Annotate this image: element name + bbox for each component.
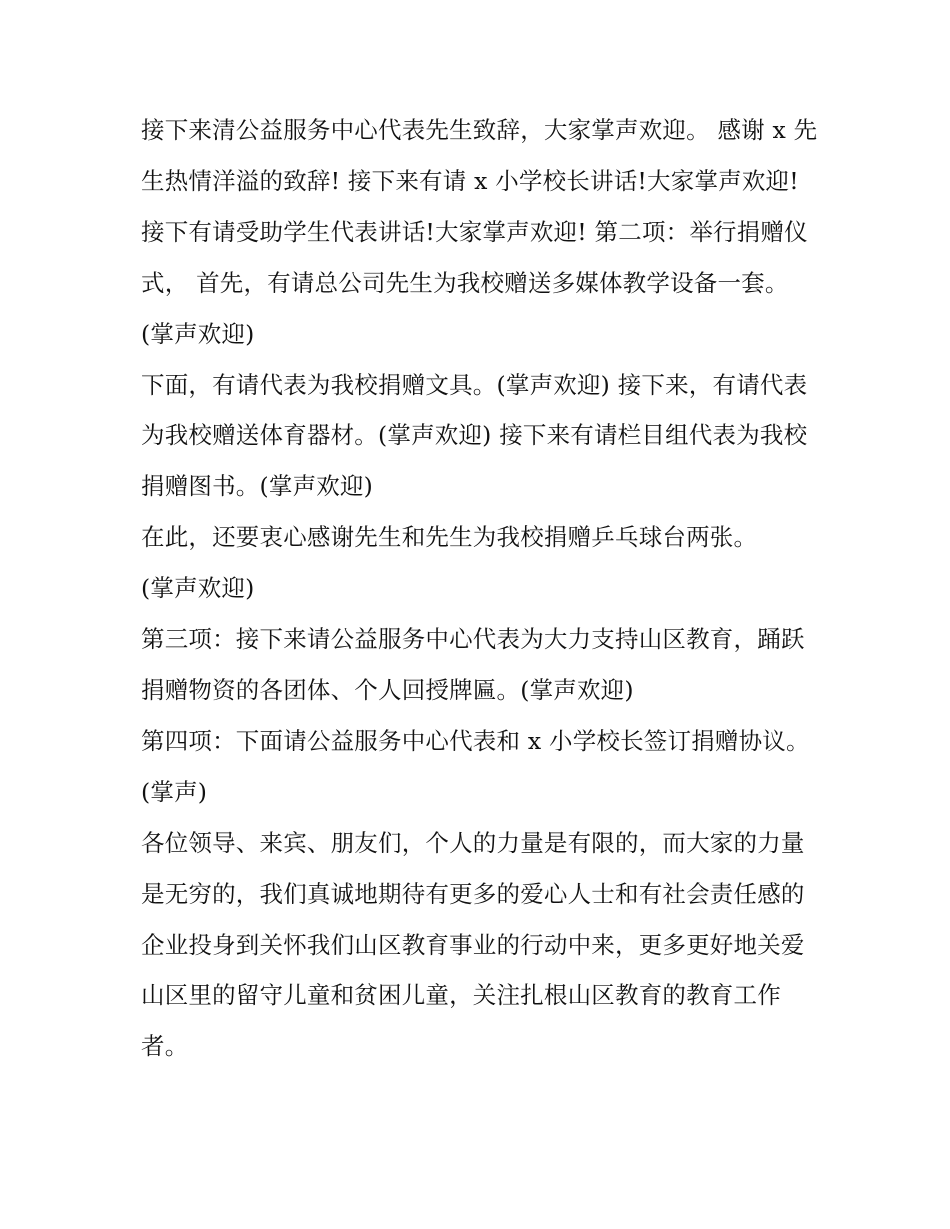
paragraph-1: 接下来清公益服务中心代表先生致辞，大家掌声欢迎。 感谢 x 先生热情洋溢的致辞! 接下来有请 x 小学校长讲话!大家掌声欢迎! [141,116,818,195]
document-body [141,105,821,1072]
paragraph-4: 在此，还要衷心感谢先生和先生为我校捐赠乒乓球台两张。 [141,523,758,552]
paragraph-2: 接下有请受助学生代表讲话!大家掌声欢迎! 第二项：举行捐赠仪式， 首先，有请总公司先生为我校赠送多媒体教学设备一套。(掌声欢迎) [141,217,808,348]
paragraph-3: 下面，有请代表为我校捐赠文具。(掌声欢迎) 接下来，有请代表为我校赠送体育器材。(掌声欢迎) 接下来有请栏目组代表为我校捐赠图书。(掌声欢迎) [141,370,808,501]
paragraph-7: 第四项：下面请公益服务中心代表和 x 小学校长签订捐赠协议。(掌声) [141,726,810,806]
paragraph-8: 各位领导、来宾、朋友们，个人的力量是有限的，而大家的力量是无穷的，我们真诚地期待有更多的爱心人士和有社会责任感的企业投身到关怀我们山区教育事业的行动中来，更多更好地关爱山区里的留守儿童和贫困儿童，关注扎根山区教育的教育工作者。 [141,828,805,1061]
paragraph-5: (掌声欢迎) [141,574,255,603]
paragraph-6: 第三项：接下来请公益服务中心代表为大力支持山区教育，踊跃捐赠物资的各团体、个人回授牌匾。(掌声欢迎) [141,625,805,704]
